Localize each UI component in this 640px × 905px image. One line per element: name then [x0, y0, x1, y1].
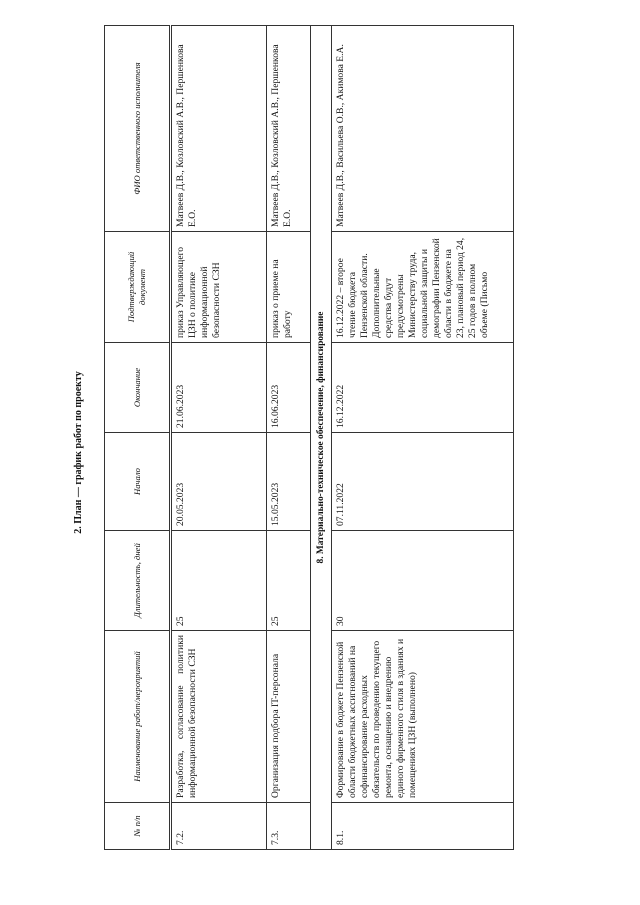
section-title: 2. План — график работ по проекту	[73, 371, 84, 534]
cell-document: 16.12.2022 – второе чтение бюджета Пензенской области. Дополнительные средства будут предусмотрены Министерству труда, социальной защиты и демографии Пензенской области в бюджете на 23, плановый период 24, 25 годов в полном объеме (Письмо	[332, 232, 514, 343]
cell-duration: 25	[267, 531, 311, 631]
header-start: Начало	[105, 433, 171, 531]
cell-duration: 25	[171, 531, 267, 631]
table-row	[267, 26, 311, 850]
header-duration: Длительность, дней	[105, 531, 171, 631]
header-responsible: ФИО ответственного исполнителя	[105, 26, 171, 232]
table-header-row	[105, 26, 171, 850]
section-heading: 8. Материально-техническое обеспечение, финансирование	[311, 26, 332, 850]
header-end: Окончание	[105, 343, 171, 433]
header-name: Наименование работ/мероприятий	[105, 631, 171, 803]
cell-num: 8.1.	[332, 803, 514, 850]
table-row	[332, 26, 514, 850]
cell-num: 7.3.	[267, 803, 311, 850]
section-header-row	[311, 26, 332, 850]
header-num: № п/п	[105, 803, 171, 850]
cell-num: 7.2.	[171, 803, 267, 850]
cell-end: 16.12.2022	[332, 343, 514, 433]
cell-duration: 30	[332, 531, 514, 631]
cell-name: Формирование в бюджете Пензенской области бюджетных ассигнований на софинансирование расходных обязательств по проведению текущего ремонта, оснащению и внедрению единого фирменного стиля в зданиях и помещениях ЦЗН (выполнено)	[332, 631, 514, 803]
header-document: Подтверждающий документ	[105, 232, 171, 343]
work-plan-table	[104, 25, 514, 850]
cell-responsible: Матвеев Д.В., Козловский А.В., Першенкова Е.О.	[267, 26, 311, 232]
cell-responsible: Матвеев Д.В., Васильева О.В., Акимова Е.А.	[332, 26, 514, 232]
table-row	[171, 26, 267, 850]
cell-start: 15.05.2023	[267, 433, 311, 531]
cell-start: 07.11.2022	[332, 433, 514, 531]
cell-end: 21.06.2023	[171, 343, 267, 433]
cell-start: 20.05.2023	[171, 433, 267, 531]
cell-name: Разработка, согласование политики информационной безопасности СЗН	[171, 631, 267, 803]
cell-end: 16.06.2023	[267, 343, 311, 433]
cell-responsible: Матвеев Д.В., Козловский А.В., Першенкова Е.О.	[171, 26, 267, 232]
cell-document: приказ Управляющего ЦЗН о политике информационной безопасности СЗН	[171, 232, 267, 343]
cell-document: приказ о приеме на работу	[267, 232, 311, 343]
cell-name: Организация подбора IT-персонала	[267, 631, 311, 803]
